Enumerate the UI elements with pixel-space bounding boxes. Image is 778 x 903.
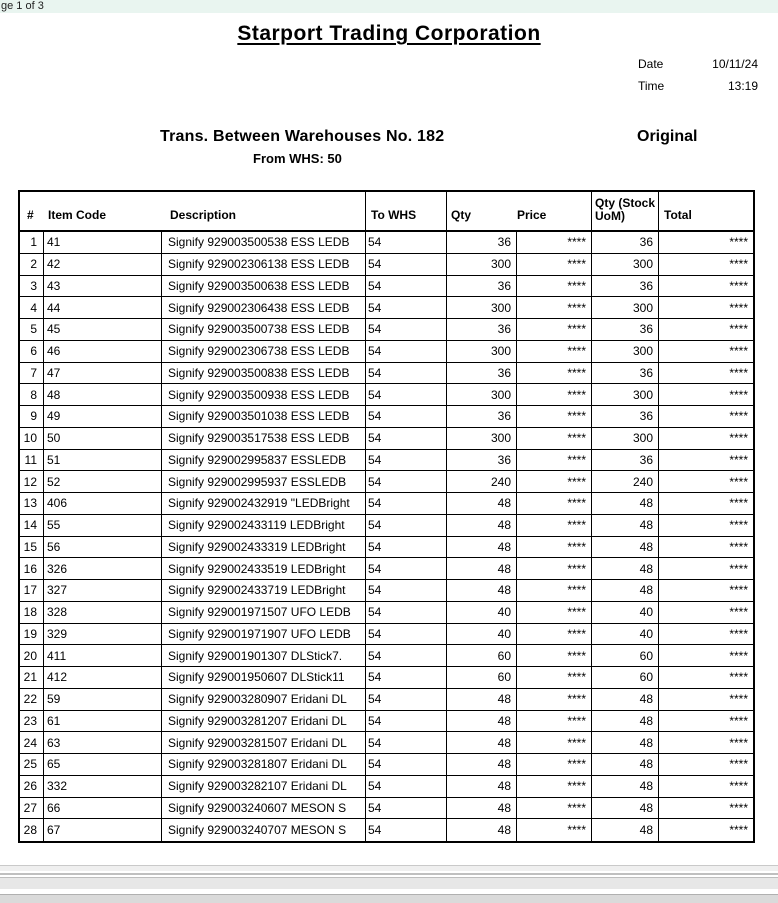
cell-total: ****	[729, 365, 748, 380]
col-header-price: Price	[517, 208, 547, 222]
cell-description: Signify 929003517538 ESS LEDB	[162, 428, 366, 449]
cell-qty: 48	[447, 515, 517, 536]
cell-qty: 48	[447, 776, 517, 797]
col-header-qty-stock-line1: Qty (Stock	[595, 196, 656, 210]
cell-qty-stock-uom: 48	[592, 732, 659, 753]
cell-description: Signify 929001971507 UFO LEDB	[162, 602, 366, 623]
cell-row-number: 1	[20, 232, 44, 253]
cell-qty-stock-uom: 300	[592, 428, 659, 449]
cell-total: ****	[729, 518, 748, 533]
cell-description: Signify 929002432919 "LEDBright	[162, 493, 366, 514]
cell-qty: 48	[447, 732, 517, 753]
cell-description: Signify 929002306438 ESS LEDB	[162, 297, 366, 318]
cell-price: ****	[517, 754, 592, 775]
cell-item-code: 47	[44, 363, 162, 384]
cell-row-number: 25	[20, 754, 44, 775]
table-row	[20, 276, 753, 298]
cell-item-code: 45	[44, 319, 162, 340]
cell-row-number: 15	[20, 537, 44, 558]
cell-qty: 240	[447, 471, 517, 492]
cell-item-code: 46	[44, 341, 162, 362]
cell-qty-stock-uom: 300	[592, 297, 659, 318]
cell-row-number: 11	[20, 450, 44, 471]
cell-description: Signify 929003500538 ESS LEDB	[162, 232, 366, 253]
table-row	[20, 254, 753, 276]
cell-to-whs: 54	[366, 450, 447, 471]
cell-to-whs: 54	[366, 341, 447, 362]
table-body	[20, 232, 753, 841]
table-row	[20, 602, 753, 624]
cell-to-whs: 54	[366, 776, 447, 797]
cell-row-number: 19	[20, 624, 44, 645]
cell-total: ****	[729, 735, 748, 750]
cell-qty: 48	[447, 819, 517, 841]
cell-price: ****	[517, 711, 592, 732]
cell-qty: 300	[447, 384, 517, 405]
header-cell-total	[659, 192, 753, 230]
cell-row-number: 20	[20, 645, 44, 666]
cell-price: ****	[517, 254, 592, 275]
table-row	[20, 776, 753, 798]
cell-to-whs: 54	[366, 384, 447, 405]
cell-total: ****	[729, 626, 748, 641]
table-row	[20, 297, 753, 319]
cell-price: ****	[517, 645, 592, 666]
cell-qty: 300	[447, 341, 517, 362]
cell-to-whs: 54	[366, 645, 447, 666]
cell-price: ****	[517, 384, 592, 405]
cell-item-code: 406	[44, 493, 162, 514]
cell-row-number: 10	[20, 428, 44, 449]
cell-to-whs: 54	[366, 602, 447, 623]
cell-price: ****	[517, 232, 592, 253]
cell-qty-stock-uom: 48	[592, 798, 659, 819]
table-row	[20, 624, 753, 646]
col-header-item-code: Item Code	[48, 208, 107, 222]
cell-total: ****	[729, 322, 748, 337]
cell-to-whs: 54	[366, 711, 447, 732]
cell-to-whs: 54	[366, 537, 447, 558]
cell-total: ****	[729, 431, 748, 446]
header-cell-qty-stock	[592, 192, 659, 230]
cell-row-number: 18	[20, 602, 44, 623]
cell-to-whs: 54	[366, 754, 447, 775]
document-type-label: Original	[637, 128, 698, 145]
cell-total: ****	[729, 387, 748, 402]
cell-description: Signify 929003240707 MESON S	[162, 819, 366, 841]
table-row	[20, 798, 753, 820]
cell-qty-stock-uom: 48	[592, 515, 659, 536]
cell-description: Signify 929003280907 Eridani DL	[162, 689, 366, 710]
cell-total: ****	[729, 779, 748, 794]
cell-to-whs: 54	[366, 406, 447, 427]
cell-qty: 36	[447, 319, 517, 340]
table-row	[20, 580, 753, 602]
from-warehouse-label: From WHS: 50	[253, 151, 342, 166]
cell-item-code: 411	[44, 645, 162, 666]
cell-item-code: 41	[44, 232, 162, 253]
cell-qty-stock-uom: 36	[592, 232, 659, 253]
table-row	[20, 363, 753, 385]
cell-total: ****	[729, 300, 748, 315]
cell-description: Signify 929001901307 DLStick7.	[162, 645, 366, 666]
cell-total: ****	[729, 561, 748, 576]
cell-description: Signify 929003281807 Eridani DL	[162, 754, 366, 775]
cell-description: Signify 929001971907 UFO LEDB	[162, 624, 366, 645]
table-row	[20, 754, 753, 776]
cell-total: ****	[729, 757, 748, 772]
cell-description: Signify 929003281507 Eridani DL	[162, 732, 366, 753]
cell-price: ****	[517, 428, 592, 449]
cell-to-whs: 54	[366, 515, 447, 536]
cell-item-code: 329	[44, 624, 162, 645]
cell-total: ****	[729, 648, 748, 663]
cell-total: ****	[729, 235, 748, 250]
cell-item-code: 327	[44, 580, 162, 601]
date-value: 10/11/24	[712, 57, 758, 71]
cell-description: Signify 929002433319 LEDBright	[162, 537, 366, 558]
cell-qty: 60	[447, 667, 517, 688]
cell-qty: 60	[447, 645, 517, 666]
cell-total: ****	[729, 452, 748, 467]
table-row	[20, 450, 753, 472]
viewer-header-strip	[0, 0, 778, 13]
col-header-to-whs: To WHS	[371, 208, 417, 222]
cell-row-number: 4	[20, 297, 44, 318]
cell-row-number: 23	[20, 711, 44, 732]
cell-item-code: 49	[44, 406, 162, 427]
cell-item-code: 42	[44, 254, 162, 275]
cell-row-number: 22	[20, 689, 44, 710]
cell-total: ****	[729, 344, 748, 359]
table-row	[20, 558, 753, 580]
cell-item-code: 332	[44, 776, 162, 797]
cell-row-number: 27	[20, 798, 44, 819]
cell-qty: 36	[447, 406, 517, 427]
cell-total: ****	[729, 823, 748, 838]
cell-row-number: 8	[20, 384, 44, 405]
cell-qty: 300	[447, 428, 517, 449]
cell-price: ****	[517, 406, 592, 427]
cell-qty-stock-uom: 240	[592, 471, 659, 492]
cell-qty-stock-uom: 300	[592, 384, 659, 405]
cell-to-whs: 54	[366, 624, 447, 645]
cell-item-code: 50	[44, 428, 162, 449]
cell-qty-stock-uom: 40	[592, 624, 659, 645]
cell-row-number: 12	[20, 471, 44, 492]
table-row	[20, 689, 753, 711]
cell-qty: 300	[447, 297, 517, 318]
cell-row-number: 2	[20, 254, 44, 275]
cell-qty: 36	[447, 232, 517, 253]
cell-qty: 300	[447, 254, 517, 275]
cell-price: ****	[517, 450, 592, 471]
cell-item-code: 55	[44, 515, 162, 536]
cell-description: Signify 929002995837 ESSLEDB	[162, 450, 366, 471]
cell-price: ****	[517, 798, 592, 819]
cell-to-whs: 54	[366, 732, 447, 753]
cell-to-whs: 54	[366, 667, 447, 688]
table-row	[20, 232, 753, 254]
cell-item-code: 67	[44, 819, 162, 841]
cell-to-whs: 54	[366, 232, 447, 253]
table-row	[20, 471, 753, 493]
cell-qty: 36	[447, 276, 517, 297]
cell-price: ****	[517, 341, 592, 362]
cell-price: ****	[517, 319, 592, 340]
cell-row-number: 13	[20, 493, 44, 514]
cell-total: ****	[729, 670, 748, 685]
cell-qty: 48	[447, 558, 517, 579]
table-row	[20, 732, 753, 754]
cell-item-code: 61	[44, 711, 162, 732]
cell-description: Signify 929002433119 LEDBright	[162, 515, 366, 536]
cell-row-number: 3	[20, 276, 44, 297]
cell-qty-stock-uom: 48	[592, 776, 659, 797]
cell-price: ****	[517, 732, 592, 753]
cell-row-number: 9	[20, 406, 44, 427]
cell-total: ****	[729, 474, 748, 489]
cell-qty: 48	[447, 711, 517, 732]
cell-item-code: 66	[44, 798, 162, 819]
cell-row-number: 5	[20, 319, 44, 340]
cell-description: Signify 929002433519 LEDBright	[162, 558, 366, 579]
cell-to-whs: 54	[366, 798, 447, 819]
table-row	[20, 667, 753, 689]
cell-to-whs: 54	[366, 297, 447, 318]
cell-qty: 48	[447, 493, 517, 514]
cell-price: ****	[517, 515, 592, 536]
window-bottom-edge	[0, 894, 778, 903]
cell-qty-stock-uom: 48	[592, 580, 659, 601]
cell-to-whs: 54	[366, 558, 447, 579]
cell-item-code: 43	[44, 276, 162, 297]
cell-item-code: 65	[44, 754, 162, 775]
cell-qty-stock-uom: 36	[592, 450, 659, 471]
cell-description: Signify 929001950607 DLStick11	[162, 667, 366, 688]
cell-to-whs: 54	[366, 428, 447, 449]
cell-description: Signify 929003501038 ESS LEDB	[162, 406, 366, 427]
col-header-qty-stock-uom	[595, 197, 655, 223]
cell-description: Signify 929003500838 ESS LEDB	[162, 363, 366, 384]
cell-price: ****	[517, 471, 592, 492]
cell-price: ****	[517, 537, 592, 558]
transfer-items-table	[18, 190, 755, 843]
cell-item-code: 326	[44, 558, 162, 579]
cell-qty-stock-uom: 48	[592, 754, 659, 775]
cell-qty-stock-uom: 48	[592, 537, 659, 558]
cell-description: Signify 929003500938 ESS LEDB	[162, 384, 366, 405]
cell-to-whs: 54	[366, 493, 447, 514]
header-cell-item	[20, 192, 366, 230]
table-row	[20, 406, 753, 428]
table-row	[20, 515, 753, 537]
cell-qty: 36	[447, 450, 517, 471]
table-header-row	[20, 192, 753, 232]
cell-qty: 40	[447, 624, 517, 645]
cell-item-code: 412	[44, 667, 162, 688]
table-row	[20, 537, 753, 559]
cell-price: ****	[517, 689, 592, 710]
table-row	[20, 319, 753, 341]
cell-qty-stock-uom: 60	[592, 667, 659, 688]
table-row	[20, 711, 753, 733]
cell-total: ****	[729, 583, 748, 598]
cell-to-whs: 54	[366, 254, 447, 275]
header-cell-to-whs	[366, 192, 447, 230]
cell-price: ****	[517, 558, 592, 579]
table-row	[20, 428, 753, 450]
cell-qty-stock-uom: 60	[592, 645, 659, 666]
cell-qty-stock-uom: 300	[592, 254, 659, 275]
time-label: Time	[638, 79, 665, 93]
cell-description: Signify 929003281207 Eridani DL	[162, 711, 366, 732]
cell-qty: 48	[447, 754, 517, 775]
cell-total: ****	[729, 692, 748, 707]
cell-to-whs: 54	[366, 276, 447, 297]
cell-row-number: 17	[20, 580, 44, 601]
cell-row-number: 6	[20, 341, 44, 362]
cell-to-whs: 54	[366, 363, 447, 384]
cell-row-number: 28	[20, 819, 44, 841]
cell-price: ****	[517, 624, 592, 645]
cell-description: Signify 929002306138 ESS LEDB	[162, 254, 366, 275]
cell-price: ****	[517, 493, 592, 514]
cell-description: Signify 929002433719 LEDBright	[162, 580, 366, 601]
col-header-total: Total	[664, 208, 692, 222]
cell-to-whs: 54	[366, 819, 447, 841]
cell-item-code: 44	[44, 297, 162, 318]
cell-price: ****	[517, 667, 592, 688]
table-row	[20, 645, 753, 667]
cell-qty-stock-uom: 48	[592, 558, 659, 579]
cell-qty: 48	[447, 689, 517, 710]
cell-item-code: 56	[44, 537, 162, 558]
cell-price: ****	[517, 363, 592, 384]
cell-total: ****	[729, 713, 748, 728]
cell-qty-stock-uom: 36	[592, 276, 659, 297]
page-indicator: ge 1 of 3	[1, 0, 44, 12]
cell-description: Signify 929003240607 MESON S	[162, 798, 366, 819]
table-row	[20, 493, 753, 515]
cell-to-whs: 54	[366, 689, 447, 710]
cell-qty-stock-uom: 48	[592, 819, 659, 841]
cell-total: ****	[729, 605, 748, 620]
status-bar	[0, 877, 778, 889]
cell-total: ****	[729, 496, 748, 511]
cell-qty-stock-uom: 36	[592, 406, 659, 427]
cell-total: ****	[729, 539, 748, 554]
header-cell-qty-price	[447, 192, 592, 230]
cell-qty-stock-uom: 36	[592, 363, 659, 384]
company-title: Starport Trading Corporation	[237, 22, 541, 45]
cell-row-number: 24	[20, 732, 44, 753]
cell-price: ****	[517, 276, 592, 297]
cell-item-code: 48	[44, 384, 162, 405]
cell-qty-stock-uom: 36	[592, 319, 659, 340]
col-header-qty: Qty	[451, 208, 472, 222]
cell-price: ****	[517, 580, 592, 601]
cell-item-code: 328	[44, 602, 162, 623]
col-header-qty-stock-line2: UoM)	[595, 209, 625, 223]
cell-total: ****	[729, 278, 748, 293]
cell-qty: 40	[447, 602, 517, 623]
cell-to-whs: 54	[366, 319, 447, 340]
cell-qty: 48	[447, 798, 517, 819]
cell-item-code: 63	[44, 732, 162, 753]
cell-qty-stock-uom: 48	[592, 711, 659, 732]
cell-to-whs: 54	[366, 471, 447, 492]
cell-row-number: 21	[20, 667, 44, 688]
cell-qty: 48	[447, 580, 517, 601]
cell-qty-stock-uom: 48	[592, 689, 659, 710]
cell-description: Signify 929003282107 Eridani DL	[162, 776, 366, 797]
cell-description: Signify 929002306738 ESS LEDB	[162, 341, 366, 362]
cell-item-code: 59	[44, 689, 162, 710]
cell-total: ****	[729, 257, 748, 272]
cell-item-code: 51	[44, 450, 162, 471]
cell-description: Signify 929003500738 ESS LEDB	[162, 319, 366, 340]
table-row	[20, 819, 753, 841]
table-row	[20, 384, 753, 406]
cell-item-code: 52	[44, 471, 162, 492]
cell-price: ****	[517, 819, 592, 841]
cell-row-number: 16	[20, 558, 44, 579]
cell-price: ****	[517, 602, 592, 623]
cell-qty-stock-uom: 300	[592, 341, 659, 362]
cell-qty: 48	[447, 537, 517, 558]
cell-row-number: 14	[20, 515, 44, 536]
cell-price: ****	[517, 297, 592, 318]
cell-row-number: 26	[20, 776, 44, 797]
cell-description: Signify 929002995937 ESSLEDB	[162, 471, 366, 492]
date-label: Date	[638, 57, 664, 71]
cell-qty: 36	[447, 363, 517, 384]
cell-row-number: 7	[20, 363, 44, 384]
col-header-num: #	[27, 208, 34, 222]
cell-total: ****	[729, 800, 748, 815]
cell-total: ****	[729, 409, 748, 424]
col-header-description: Description	[170, 208, 237, 222]
cell-to-whs: 54	[366, 580, 447, 601]
table-row	[20, 341, 753, 363]
cell-price: ****	[517, 776, 592, 797]
horizontal-scrollbar-track[interactable]	[0, 865, 778, 871]
cell-description: Signify 929003500638 ESS LEDB	[162, 276, 366, 297]
time-value: 13:19	[727, 79, 758, 93]
cell-qty-stock-uom: 48	[592, 493, 659, 514]
cell-qty-stock-uom: 40	[592, 602, 659, 623]
window-divider	[0, 873, 778, 875]
document-title: Trans. Between Warehouses No. 182	[160, 128, 445, 145]
